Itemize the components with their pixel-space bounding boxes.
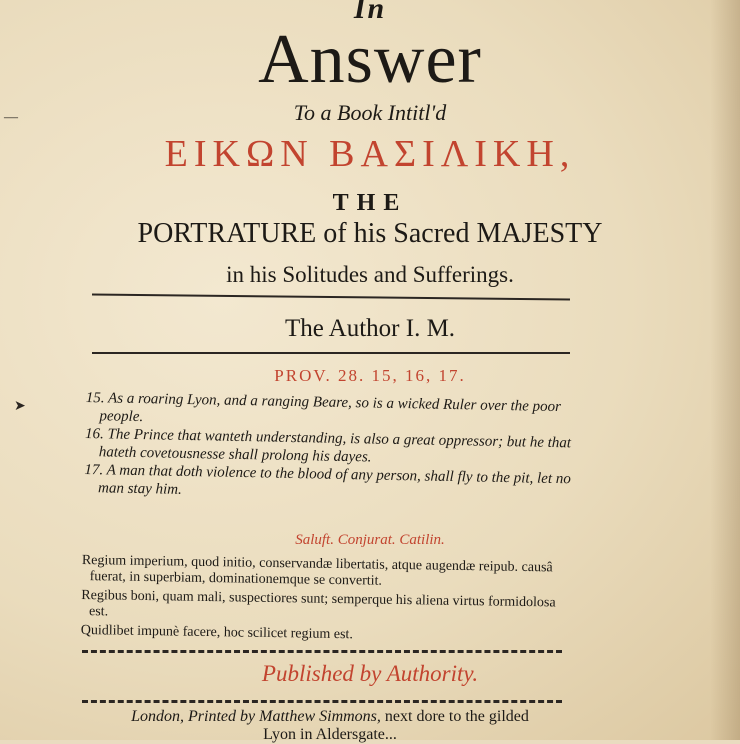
published-line: Published by Authority. <box>261 661 479 686</box>
verses-block <box>84 389 576 506</box>
solitudes-line: in his Solitudes and Sufferings. <box>226 262 514 287</box>
latin-quote-2: Regibus boni, quam mali, suspectiores sunt; semperque his aliena virtus formidolosa est. <box>81 587 556 620</box>
proverbs-reference: PROV. 28. 15, 16, 17. <box>274 366 466 385</box>
dashed-divider <box>82 700 562 703</box>
margin-mark: — <box>4 110 18 125</box>
latin-quote-1: Regium imperium, quod initio, conservandæ libertatis, atque augendæ reipub. causâ fuerat, in superbiam, dominationemque se convertit. <box>81 553 553 589</box>
latin-quotes <box>81 553 572 650</box>
margin-mark: ➤ <box>14 399 26 414</box>
imprint <box>80 708 580 744</box>
imprint-suffix: next dore to the gilded <box>384 708 529 725</box>
divider-rule <box>92 293 570 300</box>
imprint-prefix: London, Printed by <box>131 708 256 725</box>
verse-16: 16. The Prince that wanteth understanding, is also a great oppressor; but he that hateth covetousnesse shall prolong his dayes. <box>84 425 572 466</box>
salust-reference: Saluft. Conjurat. Catilin. <box>295 532 445 548</box>
portraiture-line: PORTRATURE of his Sacred MAJESTY <box>137 218 603 249</box>
subtitle: To a Book Intitl'd <box>293 100 447 125</box>
imprint-line2: Lyon in Aldersgate... <box>263 726 397 743</box>
verse-15: 15. As a roaring Lyon, and a ranging Beare, so is a wicked Ruler over the poor people. <box>85 389 562 426</box>
divider-rule <box>92 352 570 354</box>
page-title: Answer <box>258 21 482 98</box>
the-heading: THE <box>332 190 408 216</box>
author-line: The Author I. M. <box>284 315 456 342</box>
latin-quote-3: Quidlibet impunè facere, hoc scilicet regium est. <box>80 622 353 643</box>
greek-title: ΕΙΚΩΝ ΒΑΣΙΛΙΚΗ, <box>164 133 576 175</box>
imprint-printer: Matthew Simmons, <box>259 708 381 725</box>
dashed-divider <box>82 650 562 653</box>
verse-17: 17. A man that doth violence to the blood of any person, shall fly to the pit, let no man stay him. <box>84 461 571 498</box>
title-prefix: In <box>353 0 387 25</box>
